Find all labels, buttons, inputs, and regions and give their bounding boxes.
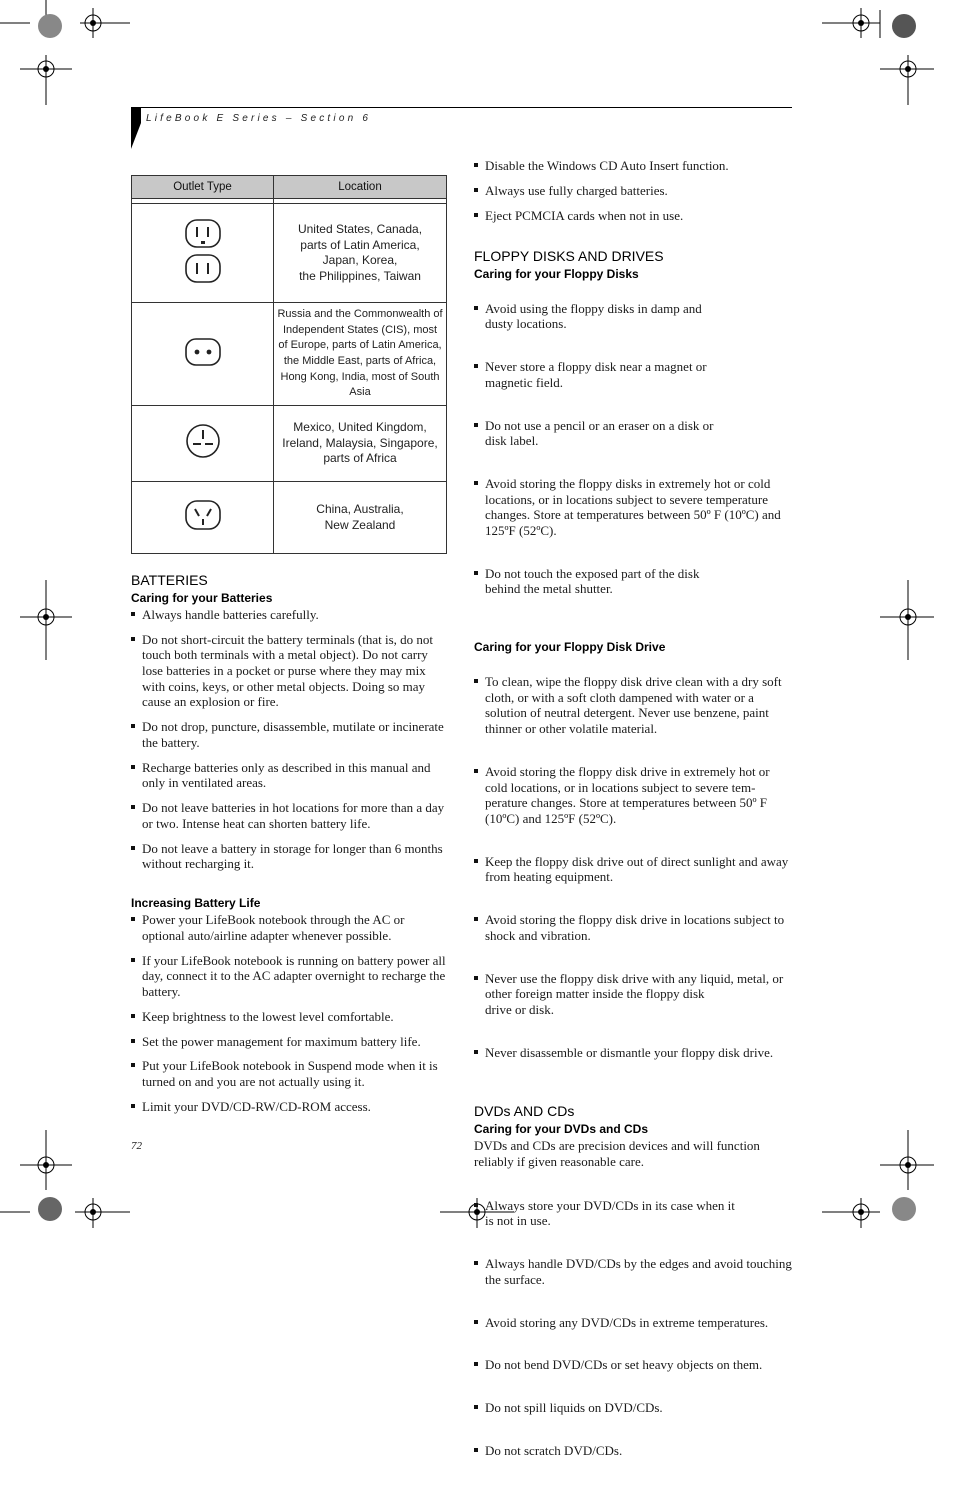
dvds-heading: DVDs AND CDs bbox=[474, 1102, 575, 1119]
floppy-drive-list bbox=[474, 656, 792, 1087]
europlug-outlet-icon bbox=[183, 336, 223, 368]
location-cell: Mexico, United Kingdom, Ireland, Malaysia, Singapore, parts of Africa bbox=[274, 406, 447, 482]
table-header-row bbox=[132, 176, 447, 199]
list-item: To clean, wipe the floppy disk drive clean with a dry soft cloth, or with a soft cloth dampened with water or a solution of neutral detergent. Never use benzene, paint thinner or other volatile material. bbox=[474, 674, 792, 736]
list-item: Do not touch the exposed part of the disk behind the metal shutter. bbox=[474, 566, 792, 597]
running-header: LifeBook E Series – Section 6 bbox=[146, 113, 372, 124]
list-item: Avoid storing any DVD/CDs in extreme temperatures. bbox=[474, 1315, 792, 1331]
list-item: Avoid storing the floppy disk drive in extremely hot or cold locations, or in locations subject to severe tem-perature changes. Store at temperatures between 50º F (10ºC) and 125ºF (52ºC). bbox=[474, 764, 792, 826]
list-item: Do not spill liquids on DVD/CDs. bbox=[474, 1400, 792, 1416]
list-item: Do not leave a battery in storage for longer than 6 months without recharging it. bbox=[131, 841, 447, 872]
list-item: Avoid storing the floppy disks in extremely hot or cold locations, or in locations subject to severe temperature changes. Store at temperatures between 50º F (10ºC) and 125ºF (52ºC). bbox=[474, 476, 792, 538]
list-item: Disable the Windows CD Auto Insert function. bbox=[474, 158, 792, 174]
floppy-disks-subheading: Caring for your Floppy Disks bbox=[474, 266, 639, 281]
table-row bbox=[132, 303, 447, 406]
list-item: Do not drop, puncture, disassemble, mutilate or incinerate the battery. bbox=[131, 719, 447, 750]
battery-life-subheading: Increasing Battery Life bbox=[131, 896, 261, 911]
list-item: Avoid using the floppy disks in damp and dusty locations. bbox=[474, 301, 792, 332]
list-item: Keep brightness to the lowest level comfortable. bbox=[131, 1009, 447, 1025]
col-header-outlet-type: Outlet Type bbox=[132, 176, 274, 199]
australian-outlet-icon bbox=[183, 498, 223, 532]
list-item: Do not leave batteries in hot locations for more than a day or two. Intense heat can shorten battery life. bbox=[131, 800, 447, 831]
table-row bbox=[132, 204, 447, 303]
table-row bbox=[132, 482, 447, 554]
list-item: Never use the floppy disk drive with any liquid, metal, or other foreign matter inside the floppy disk drive or disk. bbox=[474, 971, 792, 1018]
list-item: Never disassemble or dismantle your floppy disk drive. bbox=[474, 1045, 792, 1061]
dvds-intro: DVDs and CDs are precision devices and will function reliably if given reasonable care. bbox=[474, 1137, 760, 1170]
list-item: Put your LifeBook notebook in Suspend mode when it is turned on and you are not actually using it. bbox=[131, 1058, 447, 1089]
col-header-location: Location bbox=[274, 176, 447, 199]
header-rule bbox=[131, 107, 792, 108]
floppy-drive-subheading: Caring for your Floppy Disk Drive bbox=[474, 640, 666, 655]
floppy-heading: FLOPPY DISKS AND DRIVES bbox=[474, 247, 664, 264]
batteries-heading: BATTERIES bbox=[131, 572, 208, 588]
header-tab-mark bbox=[131, 107, 141, 149]
dvds-subheading: Caring for your DVDs and CDs bbox=[474, 1121, 649, 1136]
right-column bbox=[474, 158, 792, 1486]
battery-life-list bbox=[131, 912, 447, 1114]
list-item: Limit your DVD/CD-RW/CD-ROM access. bbox=[131, 1099, 447, 1115]
list-item: Do not scratch DVD/CDs. bbox=[474, 1443, 792, 1459]
list-item: Keep the floppy disk drive out of direct sunlight and away from heating equipment. bbox=[474, 854, 792, 885]
list-item: Always handle DVD/CDs by the edges and avoid touching the surface. bbox=[474, 1256, 792, 1287]
list-item: Recharge batteries only as described in this manual and only in ventilated areas. bbox=[131, 760, 447, 791]
list-item: Power your LifeBook notebook through the AC or optional auto/airline adapter whenever possible. bbox=[131, 912, 447, 943]
list-item: Do not bend DVD/CDs or set heavy objects on them. bbox=[474, 1357, 792, 1373]
list-item: Do not short-circuit the battery terminals (that is, do not touch both terminals with a metal object). Do not carry lose batteries in a pocket or purse where they may mix with coins, keys, or other metal objects. Doing so may cause an explosion or fire. bbox=[131, 632, 447, 710]
list-item: Always use fully charged batteries. bbox=[474, 183, 792, 199]
dvd-care-list bbox=[474, 1180, 792, 1486]
list-item: Eject PCMCIA cards when not in use. bbox=[474, 208, 792, 224]
battery-tips-continued-list bbox=[474, 158, 792, 223]
list-item: Never store a floppy disk near a magnet or magnetic field. bbox=[474, 359, 792, 390]
list-item: If your LifeBook notebook is running on battery power all day, connect it to the AC adapter overnight to recharge the battery. bbox=[131, 953, 447, 1000]
list-item: Do not use a pencil or an eraser on a disk or disk label. bbox=[474, 418, 792, 449]
battery-care-list bbox=[131, 607, 447, 872]
outlet-type-table bbox=[131, 175, 447, 554]
list-item: Always handle batteries carefully. bbox=[131, 607, 447, 623]
location-cell: Russia and the Commonwealth of Independent States (CIS), most of Europe, parts of Latin America, the Middle East, parts of Africa, Hong Kong, India, most of South Asia bbox=[274, 303, 447, 406]
list-item: Set the power management for maximum battery life. bbox=[131, 1034, 447, 1050]
floppy-disk-list bbox=[474, 283, 792, 625]
list-item: Avoid storing the floppy disk drive in locations subject to shock and vibration. bbox=[474, 912, 792, 943]
location-cell: China, Australia, New Zealand bbox=[274, 482, 447, 554]
caring-batteries-subheading: Caring for your Batteries bbox=[131, 591, 273, 605]
us-outlet-icon bbox=[183, 217, 223, 285]
location-cell: United States, Canada, parts of Latin America, Japan, Korea, the Philippines, Taiwan bbox=[274, 204, 447, 303]
list-item: Always store your DVD/CDs in its case when it is not in use. bbox=[474, 1198, 792, 1229]
page-number: 72 bbox=[131, 1140, 142, 1152]
left-column bbox=[131, 175, 447, 1124]
uk-outlet-icon bbox=[183, 422, 223, 460]
table-row bbox=[132, 406, 447, 482]
